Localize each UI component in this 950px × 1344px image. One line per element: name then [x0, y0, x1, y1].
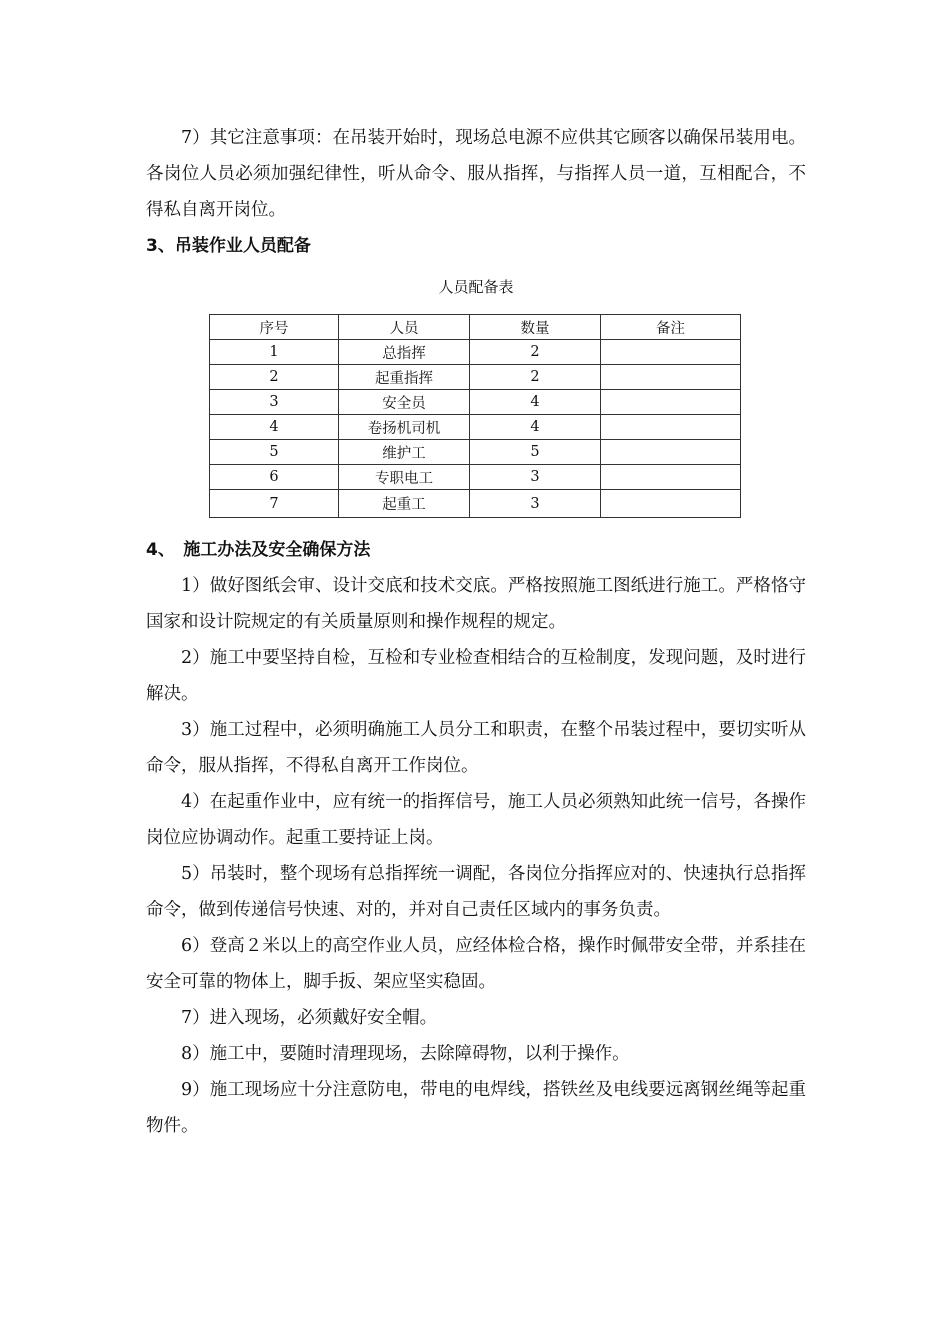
- cell-no: 7: [210, 490, 339, 518]
- table-row: [210, 440, 741, 465]
- cell-no: 4: [210, 415, 339, 440]
- list-item: 2）施工中要坚持自检，互检和专业检查相结合的互检制度，发现问题，及时进行解决。: [146, 648, 806, 704]
- table-row: [210, 365, 741, 390]
- cell-count: 2: [470, 340, 601, 365]
- cell-count: 4: [470, 390, 601, 415]
- column-header-no: 序号: [210, 315, 339, 340]
- cell-role: 安全员: [339, 390, 470, 415]
- cell-count: 2: [470, 365, 601, 390]
- cell-note: [601, 490, 741, 518]
- cell-count: 4: [470, 415, 601, 440]
- list-item: 5）吊装时，整个现场有总指挥统一调配，各岗位分指挥应对的、快速执行总指挥命令，做到传递信号快速、对的，并对自己责任区域内的事务负责。: [146, 864, 806, 920]
- cell-no: 3: [210, 390, 339, 415]
- column-header-count: 数量: [470, 315, 601, 340]
- table-row: [210, 340, 741, 365]
- section-4-heading: 4、 施工办法及安全确保方法: [146, 540, 371, 560]
- cell-no: 2: [210, 365, 339, 390]
- cell-count: 5: [470, 440, 601, 465]
- table-row: [210, 415, 741, 440]
- table-row: [210, 390, 741, 415]
- cell-no: 1: [210, 340, 339, 365]
- cell-role: 起重工: [339, 490, 470, 518]
- cell-role: 专职电工: [339, 465, 470, 490]
- list-item: 4）在起重作业中，应有统一的指挥信号，施工人员必须熟知此统一信号，各操作岗位应协调动作。起重工要持证上岗。: [146, 792, 806, 848]
- spacer: [146, 518, 806, 532]
- list-item: 3）施工过程中，必须明确施工人员分工和职责，在整个吊装过程中，要切实听从命令，服从指挥，不得私自离开工作岗位。: [146, 720, 806, 776]
- table-header-row: [210, 315, 741, 340]
- table-row: [210, 465, 741, 490]
- intro-paragraph: 7）其它注意事项：在吊装开始时，现场总电源不应供其它顾客以确保吊装用电。各岗位人员必须加强纪律性，听从命令、服从指挥，与指挥人员一道，互相配合，不得私自离开岗位。: [146, 128, 806, 220]
- list-item: 1）做好图纸会审、设计交底和技术交底。严格按照施工图纸进行施工。严格恪守国家和设计院规定的有关质量原则和操作规程的规定。: [146, 576, 806, 632]
- cell-note: [601, 340, 741, 365]
- cell-role: 卷扬机司机: [339, 415, 470, 440]
- column-header-note: 备注: [601, 315, 741, 340]
- list-item: 6）登高２米以上的高空作业人员，应经体检合格，操作时佩带安全带，并系挂在安全可靠的物体上，脚手扳、架应坚实稳固。: [146, 936, 806, 992]
- table-row: [210, 490, 741, 518]
- cell-count: 3: [470, 490, 601, 518]
- cell-no: 6: [210, 465, 339, 490]
- document-page: [146, 120, 806, 1144]
- section-3-heading: 3、吊装作业人员配备: [146, 236, 311, 256]
- cell-note: [601, 440, 741, 465]
- cell-note: [601, 365, 741, 390]
- cell-note: [601, 465, 741, 490]
- list-item: 7）进入现场，必须戴好安全帽。: [181, 1008, 438, 1028]
- list-item: 8）施工中，要随时清理现场，去除障碍物，以利于操作。: [181, 1044, 630, 1064]
- table-title: 人员配备表: [438, 278, 514, 296]
- list-item: 9）施工现场应十分注意防电，带电的电焊线，搭铁丝及电线要远离钢丝绳等起重物件。: [146, 1080, 806, 1136]
- cell-role: 起重指挥: [339, 365, 470, 390]
- cell-count: 3: [470, 465, 601, 490]
- cell-no: 5: [210, 440, 339, 465]
- staff-table: [209, 314, 741, 518]
- cell-note: [601, 415, 741, 440]
- column-header-role: 人员: [339, 315, 470, 340]
- cell-role: 总指挥: [339, 340, 470, 365]
- cell-note: [601, 390, 741, 415]
- cell-role: 维护工: [339, 440, 470, 465]
